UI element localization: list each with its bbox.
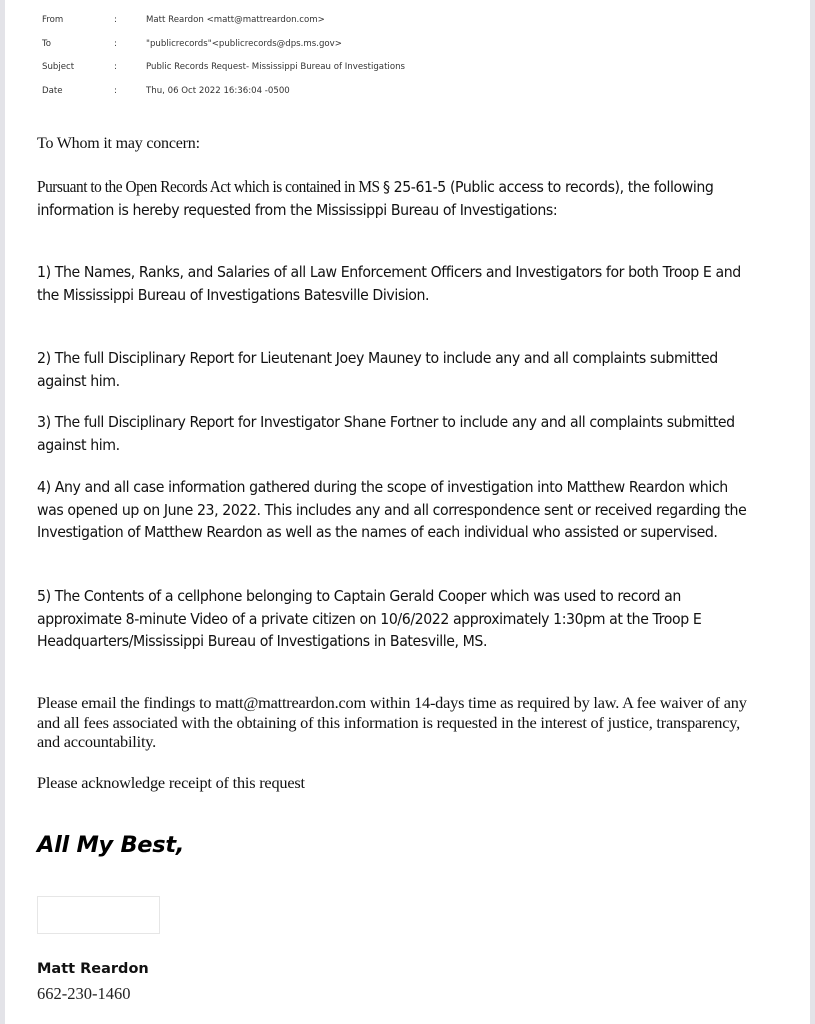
header-subject-value: Public Records Request- Mississippi Bureau of Investigations xyxy=(146,62,406,72)
request-item-3: 3) The full Disciplinary Report for Investigator Shane Fortner to include any and all complaints submitted against him. xyxy=(37,413,735,454)
header-separator: : xyxy=(114,38,117,49)
header-separator: : xyxy=(114,15,117,25)
greeting: To Whom it may concern: xyxy=(37,135,200,152)
intro-serif-text: Pursuant to the Open Records Act which is contained in MS xyxy=(37,177,383,196)
intro-paragraph xyxy=(37,176,758,221)
header-label: Date xyxy=(42,85,63,96)
header-label: From xyxy=(42,15,64,25)
header-label: Subject xyxy=(42,62,75,72)
header-separator: : xyxy=(114,62,117,72)
header-from-value: Matt Reardon <matt@mattreardon.com> xyxy=(146,15,325,25)
acknowledge-text: Please acknowledge receipt of this request xyxy=(37,773,305,792)
signature-image-placeholder xyxy=(37,896,160,934)
signoff: All My Best, xyxy=(37,832,185,858)
intro-sans-text: § 25-61-5 (Public access to records), the following information is hereby requested from the Mississippi Bureau of Investigations: xyxy=(37,178,714,219)
closing-paragraph: Please email the findings to matt@mattreardon.com within 14-days time as required by law. A fee waiver of any and all fees associated with the obtaining of this information is requested in the interest of justice, transparency, and accountability. xyxy=(37,693,747,751)
header-date-value: Thu, 06 Oct 2022 16:36:04 -0500 xyxy=(146,85,290,96)
signature-phone: 662-230-1460 xyxy=(37,984,131,1003)
request-item-2: 2) The full Disciplinary Report for Lieutenant Joey Mauney to include any and all complaints submitted against him. xyxy=(37,349,718,390)
request-item-5: 5) The Contents of a cellphone belonging to Captain Gerald Cooper which was used to record an approximate 8-minute Video of a private citizen on 10/6/2022 approximately 1:30pm at the Troop E Headquarters/Mississippi Bureau of Investigations in Batesville, MS. xyxy=(37,587,702,650)
request-item-4: 4) Any and all case information gathered during the scope of investigation into Matthew Reardon which was opened up on June 23, 2022. This includes any and all correspondence sent or received regarding the Investigation of Matthew Reardon as well as the names of each individual who assisted or supervised. xyxy=(37,478,747,541)
header-label: To xyxy=(42,38,52,49)
header-separator: : xyxy=(114,85,117,96)
email-document xyxy=(5,0,810,1024)
header-to-value: "publicrecords"<publicrecords@dps.ms.gov> xyxy=(146,38,342,49)
signature-name: Matt Reardon xyxy=(37,961,149,977)
request-item-1: 1) The Names, Ranks, and Salaries of all Law Enforcement Officers and Investigators for both Troop E and the Mississippi Bureau of Investigations Batesville Division. xyxy=(37,263,741,304)
